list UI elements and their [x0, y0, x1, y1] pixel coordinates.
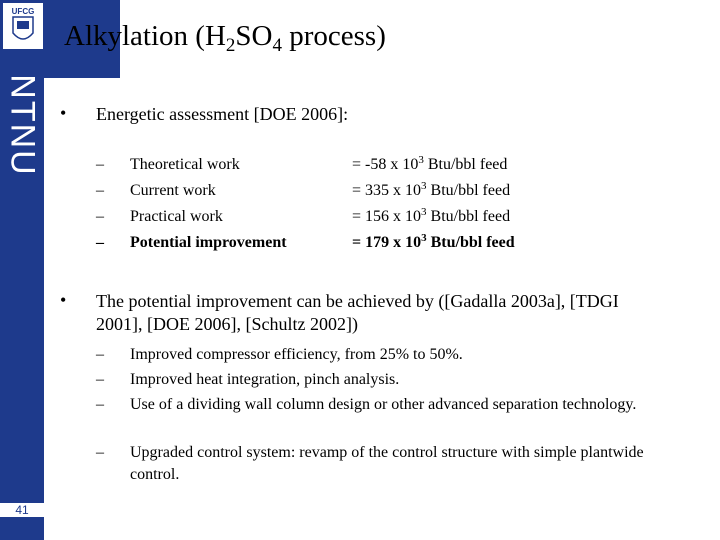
page-number: 41	[0, 503, 44, 517]
dash: –	[96, 444, 104, 461]
row-label: Potential improvement	[130, 234, 287, 251]
bullet-potential-improvement: The potential improvement can be achieved by ([Gadalla 2003a], [TDGI 2001], [DOE 2006], [Schultz 2002])	[96, 291, 619, 334]
improvement-text: Use of a dividing wall column design or other advanced separation technology.	[130, 396, 637, 413]
improvement-text: Improved heat integration, pinch analysis.	[130, 371, 400, 388]
dash: –	[96, 346, 104, 363]
row-label: Current work	[130, 182, 216, 199]
improvement-text: Upgraded control system: revamp of the control structure with simple plantwide control.	[130, 444, 644, 483]
title-part-5: process)	[281, 20, 386, 52]
dash: –	[96, 371, 104, 388]
slide-title	[64, 20, 386, 56]
logo-text: UFCG	[11, 7, 35, 16]
dash: –	[96, 234, 104, 251]
ntnu-side-label	[0, 70, 44, 180]
dash: –	[96, 208, 104, 225]
row-label: Practical work	[130, 208, 223, 225]
dash: –	[96, 182, 104, 199]
bullet-energetic-assessment: Energetic assessment [DOE 2006]:	[96, 104, 349, 124]
title-part-3: SO	[235, 20, 273, 52]
title-sub-2: 2	[225, 35, 236, 56]
bullet-marker: •	[60, 290, 67, 310]
bullet-marker: •	[60, 103, 67, 123]
row-value: = 179 x $10^3$ Btu/bbl feed	[352, 232, 515, 251]
crest-icon	[3, 11, 43, 51]
row-value: = 335 x $10^3$ Btu/bbl feed	[352, 180, 511, 199]
dash: –	[96, 396, 104, 413]
title-part-1: Alkylation (H	[64, 20, 226, 52]
dash: –	[96, 156, 104, 173]
improvement-text: Improved compressor efficiency, from 25% to 50%.	[130, 346, 463, 363]
ntnu-text: NTNU	[3, 73, 42, 177]
university-logo	[2, 2, 44, 50]
row-value: = 156 x $10^3$ Btu/bbl feed	[352, 206, 511, 225]
row-label: Theoretical work	[130, 156, 240, 173]
title-sub-4: 4	[272, 35, 282, 56]
row-value: = -58 x $10^3$ Btu/bbl feed	[352, 154, 508, 173]
